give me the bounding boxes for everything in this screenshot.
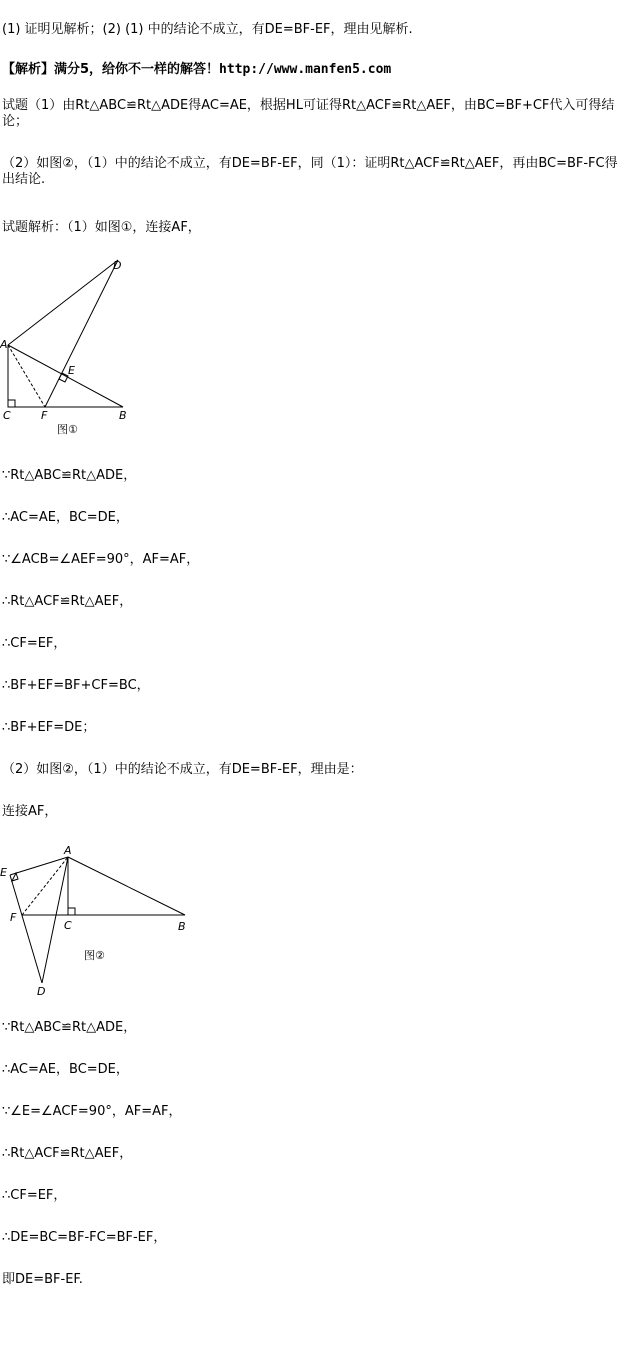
analysis-paragraph-1: 试题（1）由Rt△ABC≌Rt△ADE得AC=AE，根据HL可证得Rt△ACF≌Rt△AEF，由BC=BF+CF代入可得结论； xyxy=(2,98,615,129)
label-D: D xyxy=(113,259,122,272)
step-1-2: ∴AC=AE，BC=DE， xyxy=(2,510,129,525)
step-2-4: ∴Rt△ACF≌Rt△AEF， xyxy=(2,1146,133,1161)
step-1-5: ∴CF=EF， xyxy=(2,636,67,651)
step-1-4: ∴Rt△ACF≌Rt△AEF， xyxy=(2,594,133,609)
answer-line: (1) 证明见解析；(2) (1) 中的结论不成立，有DE=BF-EF，理由见解析. xyxy=(2,22,413,37)
step-2-5: ∴CF=EF， xyxy=(2,1188,67,1203)
banner-url: http://www.manfen5.com xyxy=(219,62,392,77)
segment-AF-dashed xyxy=(8,345,45,407)
step-2-1: ∵Rt△ABC≌Rt△ADE， xyxy=(2,1020,137,1035)
step-2-2: ∴AC=AE，BC=DE， xyxy=(2,1062,129,1077)
step-1-3: ∵∠ACB=∠AEF=90°，AF=AF， xyxy=(2,552,200,567)
figure-1-diagram xyxy=(0,250,160,450)
step-2-3: ∵∠E=∠ACF=90°，AF=AF， xyxy=(2,1104,182,1119)
label-A: A xyxy=(64,844,72,857)
label-E: E xyxy=(68,364,75,377)
label-D: D xyxy=(37,985,46,998)
segment-ED xyxy=(10,875,42,983)
segment-EA xyxy=(10,857,68,875)
segment-AD xyxy=(8,260,118,345)
label-B: B xyxy=(119,409,127,422)
banner-prefix: 【解析】满分5，给你不一样的解答！ xyxy=(2,62,220,77)
label-F: F xyxy=(41,409,48,422)
right-angle-mark-E xyxy=(59,373,68,382)
label-A: A xyxy=(0,338,8,351)
source-banner xyxy=(2,62,391,78)
step-2-6: ∴DE=BC=BF-FC=BF-EF， xyxy=(2,1230,167,1245)
label-C: C xyxy=(3,409,11,422)
segment-AB xyxy=(68,857,185,915)
right-angle-mark-C xyxy=(68,908,75,915)
label-E: E xyxy=(0,866,7,879)
label-B: B xyxy=(178,920,186,933)
analysis-paragraph-2: （2）如图②，（1）中的结论不成立，有DE=BF-EF，同（1）：证明Rt△ACF≌Rt△AEF，再由BC=BF-FC得出结论. xyxy=(2,156,618,187)
right-angle-mark-C xyxy=(8,400,15,407)
figure-1-caption: 图① xyxy=(57,423,78,436)
label-C: C xyxy=(64,919,72,932)
figure-2-caption: 图② xyxy=(84,949,105,962)
segment-AB xyxy=(8,345,123,407)
step-1-7: ∴BF+EF=DE； xyxy=(2,720,96,735)
segment-FA-dashed xyxy=(22,857,68,915)
figure-2-diagram xyxy=(0,838,200,1003)
step-1-1: ∵Rt△ABC≌Rt△ADE， xyxy=(2,468,137,483)
label-F: F xyxy=(10,911,17,924)
step-1-6: ∴BF+EF=BF+CF=BC， xyxy=(2,678,150,693)
conclusion: 即DE=BF-EF. xyxy=(2,1272,83,1287)
part-2-intro: （2）如图②，（1）中的结论不成立，有DE=BF-EF，理由是： xyxy=(2,762,363,777)
solution-intro: 试题解析：（1）如图①，连接AF， xyxy=(2,220,201,235)
part-2-connect: 连接AF， xyxy=(2,804,58,819)
